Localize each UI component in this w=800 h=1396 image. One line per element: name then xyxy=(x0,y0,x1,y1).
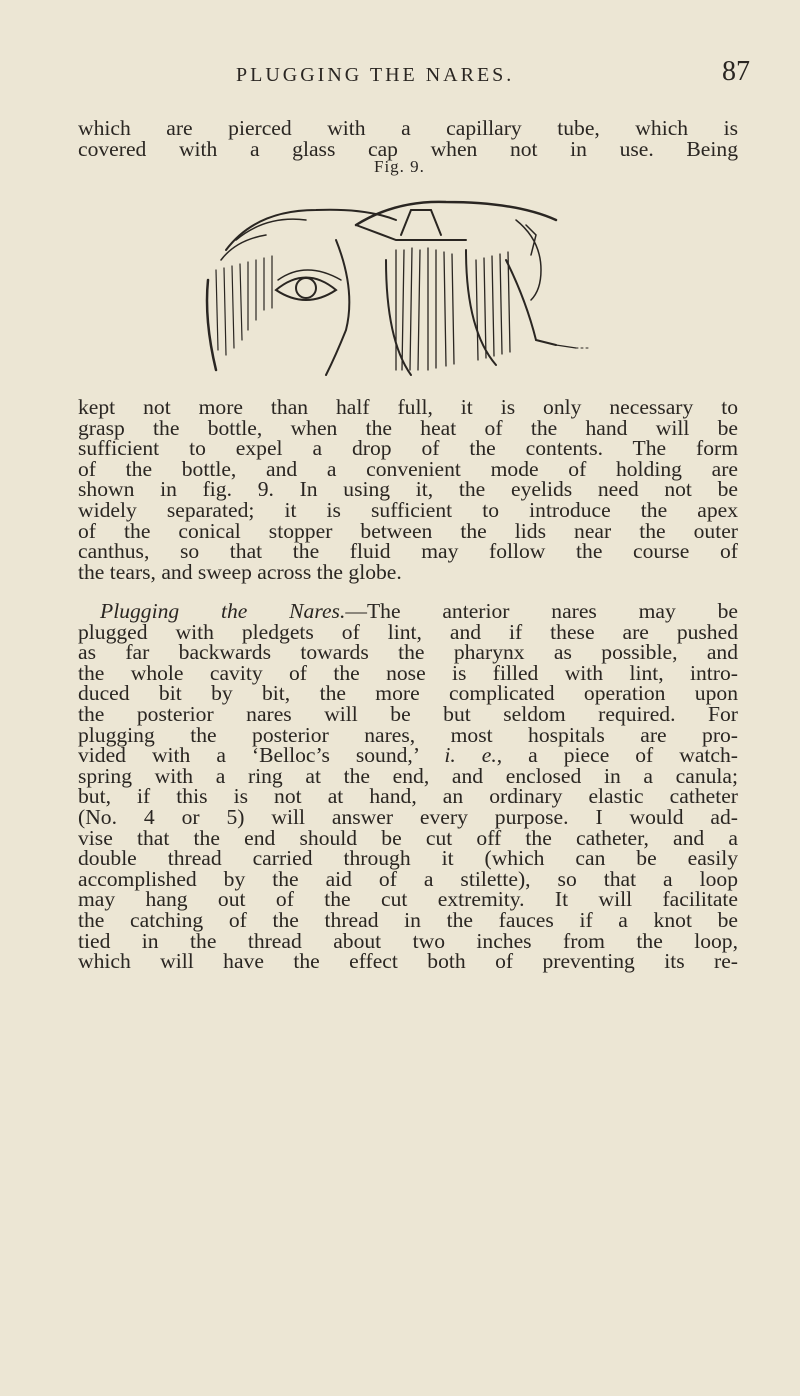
text-line: which are pierced with a capillary tube, which is xyxy=(78,116,738,140)
paragraph-2 xyxy=(78,601,738,972)
text-line: duced bit by bit, the more complicated operation upon xyxy=(78,681,738,706)
text-line: kept not more than half full, it is only necessary to xyxy=(78,395,738,419)
text-line: (No. 4 or 5) will answer every purpose. I would ad- xyxy=(78,804,738,829)
hand-holding-bottle-illustration xyxy=(196,180,616,380)
text-line: as far backwards towards the pharynx as possible, and xyxy=(78,640,738,665)
text-line: the tears, and sweep across the globe. xyxy=(78,559,402,584)
text-line: vise that the end should be cut off the catheter, and a xyxy=(78,825,738,850)
text-line: sufficient to expel a drop of the contents. The form xyxy=(78,436,738,461)
text-line: double thread carried through it (which can be easily xyxy=(78,846,738,871)
text-line: plugging the posterior nares, most hospitals are pro- xyxy=(78,722,738,747)
text-line: of the bottle, and a convenient mode of holding are xyxy=(78,456,738,481)
text-line: but, if this is not at hand, an ordinary elastic catheter xyxy=(78,784,738,809)
text-line: widely separated; it is sufficient to introduce the apex xyxy=(78,497,738,522)
paragraph-1 xyxy=(78,397,738,582)
section-heading: Plugging the Nares. xyxy=(100,599,346,623)
text-line: the whole cavity of the nose is filled with lint, intro- xyxy=(78,660,738,685)
text-line: may hang out of the cut extremity. It will facilitate xyxy=(78,887,738,912)
text-line: grasp the bottle, when the heat of the hand will be xyxy=(78,415,738,440)
text-line: of the conical stopper between the lids near the outer xyxy=(78,518,738,543)
figure-caption: Fig. 9. xyxy=(374,157,425,176)
text-line: accomplished by the aid of a stilette), so that a loop xyxy=(78,866,738,891)
text-line: vided with a ‘Belloc’s sound,’ i. e., a piece of watch- xyxy=(78,743,738,768)
page-number: 87 xyxy=(722,56,750,87)
text-line: the catching of the thread in the fauces if a knot be xyxy=(78,907,738,932)
running-title: PLUGGING THE NARES. xyxy=(236,64,515,86)
text-line: canthus, so that the fluid may follow the course of xyxy=(78,539,738,564)
top-paragraph xyxy=(78,118,738,159)
text-line: shown in fig. 9. In using it, the eyelids need not be xyxy=(78,477,738,502)
text-line: plugged with pledgets of lint, and if these are pushed xyxy=(78,619,738,644)
text-line: covered with a glass cap when not in use. Being xyxy=(78,136,738,161)
text-line: tied in the thread about two inches from the loop, xyxy=(78,928,738,953)
text-line: the posterior nares will be but seldom required. For xyxy=(78,701,738,726)
text-line: Plugging the Nares.—The anterior nares may be xyxy=(100,599,738,623)
text-line: which will have the effect both of preventing its re- xyxy=(78,949,738,974)
text-line: spring with a ring at the end, and enclosed in a canula; xyxy=(78,763,738,788)
